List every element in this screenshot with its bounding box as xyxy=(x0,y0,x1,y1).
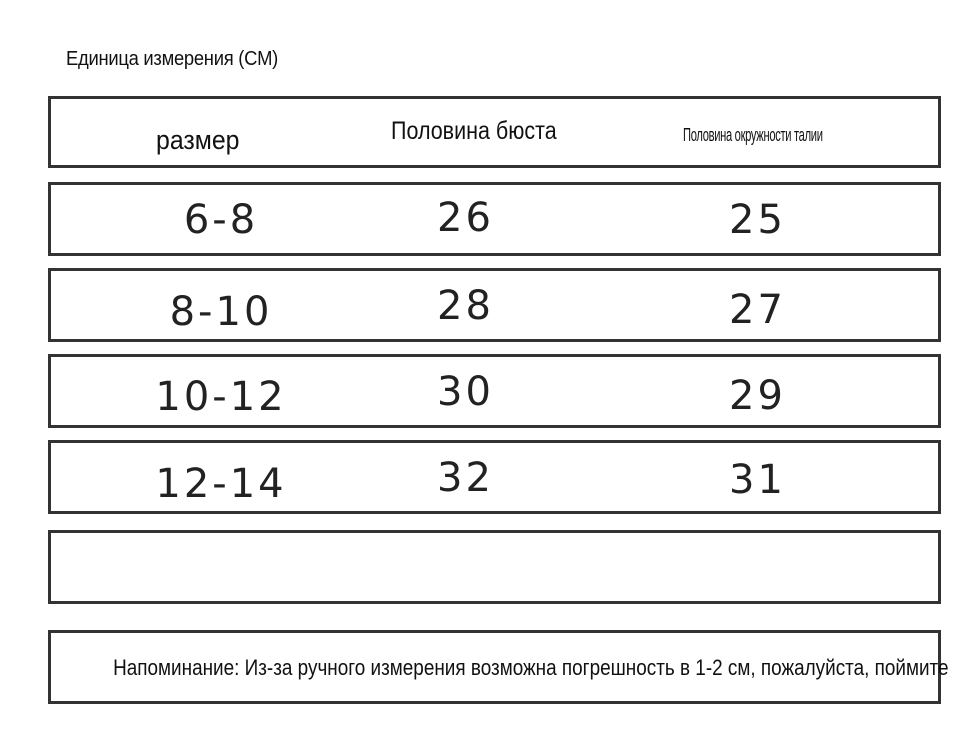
bust-value: 28 xyxy=(437,283,494,329)
table-header xyxy=(48,96,941,168)
measurement-note: Напоминание: Из-за ручного измерения возможна погрешность в 1-2 см, пожалуйста, поймите xyxy=(113,655,949,680)
empty-row xyxy=(48,530,941,604)
waist-value: 25 xyxy=(729,197,786,243)
table-row xyxy=(48,440,941,514)
size-value: 10-12 xyxy=(155,374,287,420)
bust-value: 26 xyxy=(437,195,494,241)
bust-value: 32 xyxy=(437,455,494,501)
header-half-waist: Половина окружности талии xyxy=(683,125,823,145)
note-box xyxy=(48,630,949,704)
header-size: размер xyxy=(156,125,240,155)
table-row xyxy=(48,268,941,342)
size-value: 8-10 xyxy=(169,289,273,335)
bust-value: 30 xyxy=(437,369,494,415)
table-row xyxy=(48,354,941,428)
header-half-bust: Половина бюста xyxy=(391,117,557,145)
waist-value: 31 xyxy=(729,457,786,503)
size-value: 12-14 xyxy=(155,461,287,507)
unit-label: Единица измерения (CM) xyxy=(66,48,278,70)
size-value: 6-8 xyxy=(183,197,259,243)
waist-value: 29 xyxy=(729,373,786,419)
waist-value: 27 xyxy=(729,287,786,333)
table-row xyxy=(48,182,941,256)
